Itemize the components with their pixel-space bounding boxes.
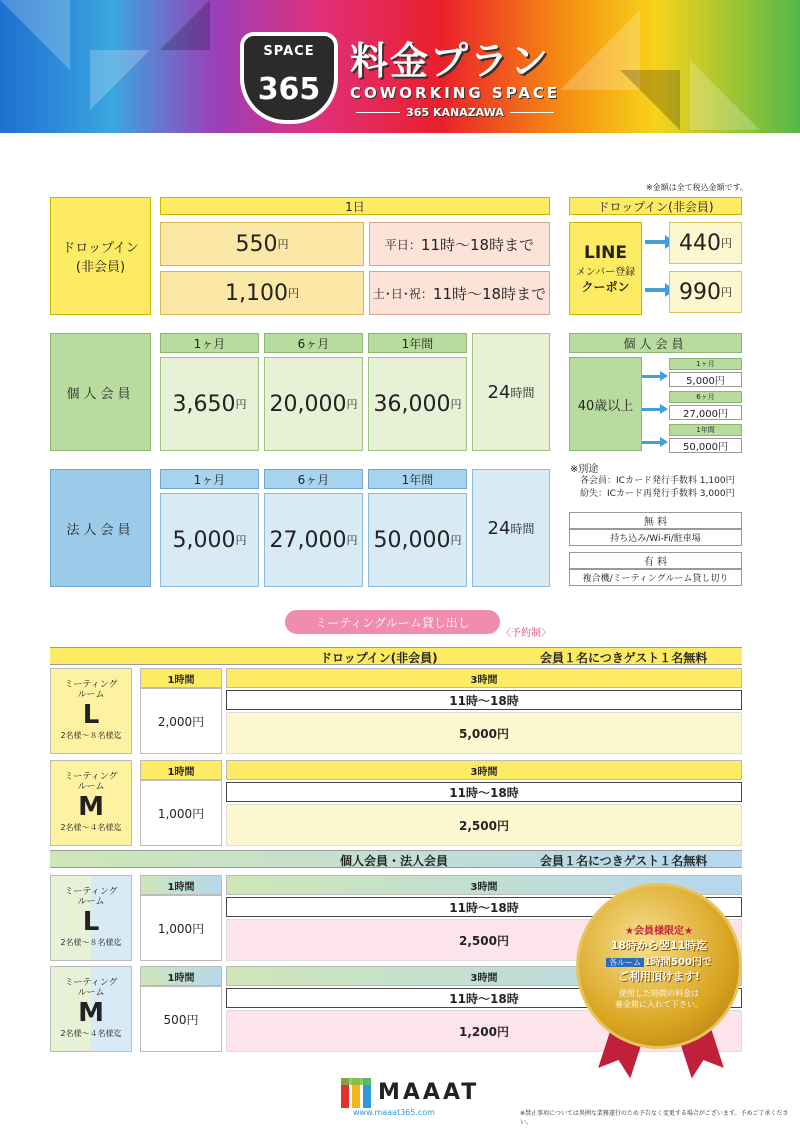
room-1h-price: 1,000円 xyxy=(140,780,222,846)
room-3h-label: 3時間 xyxy=(226,966,742,986)
room-word: ミーティング ルーム xyxy=(64,978,118,999)
room-label xyxy=(50,966,132,1052)
individual-price-1y: 36,000 円 xyxy=(368,357,467,451)
room-label xyxy=(50,760,132,846)
room-size: L xyxy=(82,907,100,938)
maaat-logo-icon xyxy=(341,1078,371,1108)
room-size: L xyxy=(82,700,100,731)
room-capacity: 2名様〜４名様迄 xyxy=(60,822,122,832)
medal-line2: 18時から翌11時迄 xyxy=(610,939,708,952)
individual-head-6m: 6ヶ月 xyxy=(264,333,363,353)
meeting-room-button[interactable]: ミーティングルーム貸し出し xyxy=(285,610,500,634)
free-title: 無 料 xyxy=(569,512,742,529)
footer-disclaimer: ※禁止事項については異例な業務遂行のため予告なく変更する場合がございます。予めご了承ください。 xyxy=(520,1110,789,1126)
member-meeting-bar: 個人会員・法人会員 会員１名につきゲスト１名無料 xyxy=(50,850,742,868)
room-1h-label: 1時間 xyxy=(140,875,222,895)
senior-period-1m: 1ヶ月 xyxy=(669,358,742,370)
medal-line5: 使用した時間の料金は xyxy=(619,989,699,998)
room-word: ミーティング ルーム xyxy=(64,680,118,701)
tax-note: ※金額は全て税込金額です。 xyxy=(645,183,748,192)
medal-line1: ★会員様限定★ xyxy=(625,926,693,937)
arrow-right-icon xyxy=(642,441,662,444)
arrow-head-icon xyxy=(660,371,668,381)
dropin-label: ドロップイン (非会員) xyxy=(50,197,151,315)
senior-price-6m: 27,000円 xyxy=(669,405,742,420)
medal-line3: 各ルーム 1時間500円で xyxy=(606,953,712,968)
corporate-head-1m: 1ヶ月 xyxy=(160,469,259,489)
room-span-label: 11時〜18時 xyxy=(226,782,742,802)
senior-period-1y: 1年間 xyxy=(669,424,742,436)
individual-price-1m: 3,650 円 xyxy=(160,357,259,451)
dropin-weekday-price: 550 円 xyxy=(160,222,364,266)
senior-label: 40歳以上 xyxy=(569,357,642,451)
individual-head-1y: 1年間 xyxy=(368,333,467,353)
dropin-day-header: 1日 xyxy=(160,197,550,215)
room-1h-price: 2,000円 xyxy=(140,688,222,754)
dropin-weekend-hours: 土･日･祝： 11時〜18時まで xyxy=(369,271,550,315)
room-1h-label: 1時間 xyxy=(140,966,222,986)
extra-fee-title: ※別途 xyxy=(570,464,599,475)
arrow-right-icon xyxy=(642,375,662,378)
senior-period-6m: 6ヶ月 xyxy=(669,391,742,403)
logo-number: 365 xyxy=(257,72,321,107)
room-3h-label: 3時間 xyxy=(226,875,742,895)
paid-body: 複合機/ミーティングルーム貸し切り xyxy=(569,569,742,586)
member-medal xyxy=(576,883,742,1049)
corporate-head-6m: 6ヶ月 xyxy=(264,469,363,489)
senior-price-1m: 5,000円 xyxy=(669,372,742,387)
corporate-head-1y: 1年間 xyxy=(368,469,467,489)
line-sub1: メンバー登録 xyxy=(575,266,636,278)
logo-space-text: SPACE xyxy=(263,44,315,59)
room-span-price: 2,500円 xyxy=(226,804,742,846)
dropin-weekend-price: 1,100 円 xyxy=(160,271,364,315)
space365-logo xyxy=(240,32,338,124)
extra-fee-line2: 紛失：ICカード再発行手数料 3,000円 xyxy=(580,489,735,499)
paid-title: 有 料 xyxy=(569,552,742,569)
room-1h-price: 1,000円 xyxy=(140,895,222,961)
room-capacity: 2名様〜８名様迄 xyxy=(60,937,122,947)
corporate-price-1y: 50,000 円 xyxy=(368,493,467,587)
individual-price-6m: 20,000 円 xyxy=(264,357,363,451)
corporate-price-6m: 27,000 円 xyxy=(264,493,363,587)
arrow-head-icon xyxy=(660,404,668,414)
room-capacity: 2名様〜８名様迄 xyxy=(60,730,122,740)
room-span-label: 11時〜18時 xyxy=(226,897,742,917)
corporate-price-1m: 5,000 円 xyxy=(160,493,259,587)
line-coupon-box xyxy=(569,222,642,315)
room-size: M xyxy=(78,792,104,823)
room-span-price: 2,500円 xyxy=(226,919,742,961)
coupon-weekend-price: 990 円 xyxy=(669,271,742,313)
room-word: ミーティング ルーム xyxy=(64,887,118,908)
dropin-side-header: ドロップイン(非会員) xyxy=(569,197,742,215)
arrow-right-icon xyxy=(642,408,662,411)
footer-brand: MAAAT xyxy=(378,1080,480,1105)
line-title: LINE xyxy=(584,242,627,263)
room-label xyxy=(50,668,132,754)
footer-url[interactable]: www.maaat365.com xyxy=(353,1108,435,1117)
senior-price-1y: 50,000円 xyxy=(669,438,742,453)
free-body: 持ち込み/Wi-Fi/駐車場 xyxy=(569,529,742,546)
individual-hours: 24 時間 xyxy=(472,333,550,451)
corporate-hours: 24 時間 xyxy=(472,469,550,587)
dropin-weekday-hours: 平日： 11時〜18時まで xyxy=(369,222,550,266)
arrow-head-icon xyxy=(660,437,668,447)
room-label xyxy=(50,875,132,961)
line-sub2: クーポン xyxy=(581,279,630,294)
room-size: M xyxy=(78,998,104,1029)
individual-head-1m: 1ヶ月 xyxy=(160,333,259,353)
extra-fee-line1: 各会員：ICカード発行手数料 1,100円 xyxy=(580,476,735,486)
page-subtitle-location: 365 KANAZAWA xyxy=(350,106,560,119)
room-span-label: 11時〜18時 xyxy=(226,690,742,710)
room-word: ミーティング ルーム xyxy=(64,772,118,793)
senior-side-header: 個人会員 xyxy=(569,333,742,353)
room-3h-label: 3時間 xyxy=(226,668,742,688)
individual-label: 個人会員 xyxy=(50,333,151,451)
page-subtitle: COWORKING SPACE xyxy=(350,84,561,102)
room-span-label: 11時〜18時 xyxy=(226,988,742,1008)
dropin-meeting-bar: ドロップイン(非会員) 会員１名につきゲスト１名無料 xyxy=(50,647,742,665)
coupon-weekday-price: 440 円 xyxy=(669,222,742,264)
corporate-label: 法人会員 xyxy=(50,469,151,587)
room-1h-price: 500円 xyxy=(140,986,222,1052)
medal-line6: 募金箱に入れて下さい。 xyxy=(615,1000,703,1009)
reservation-note: 〈予約制〉 xyxy=(501,628,551,639)
room-span-price: 1,200円 xyxy=(226,1010,742,1052)
room-3h-label: 3時間 xyxy=(226,760,742,780)
room-1h-label: 1時間 xyxy=(140,760,222,780)
room-capacity: 2名様〜４名様迄 xyxy=(60,1028,122,1038)
medal-line4: ご利用頂けます! xyxy=(617,970,701,983)
page-title: 料金プラン xyxy=(350,39,551,83)
room-span-price: 5,000円 xyxy=(226,712,742,754)
room-1h-label: 1時間 xyxy=(140,668,222,688)
